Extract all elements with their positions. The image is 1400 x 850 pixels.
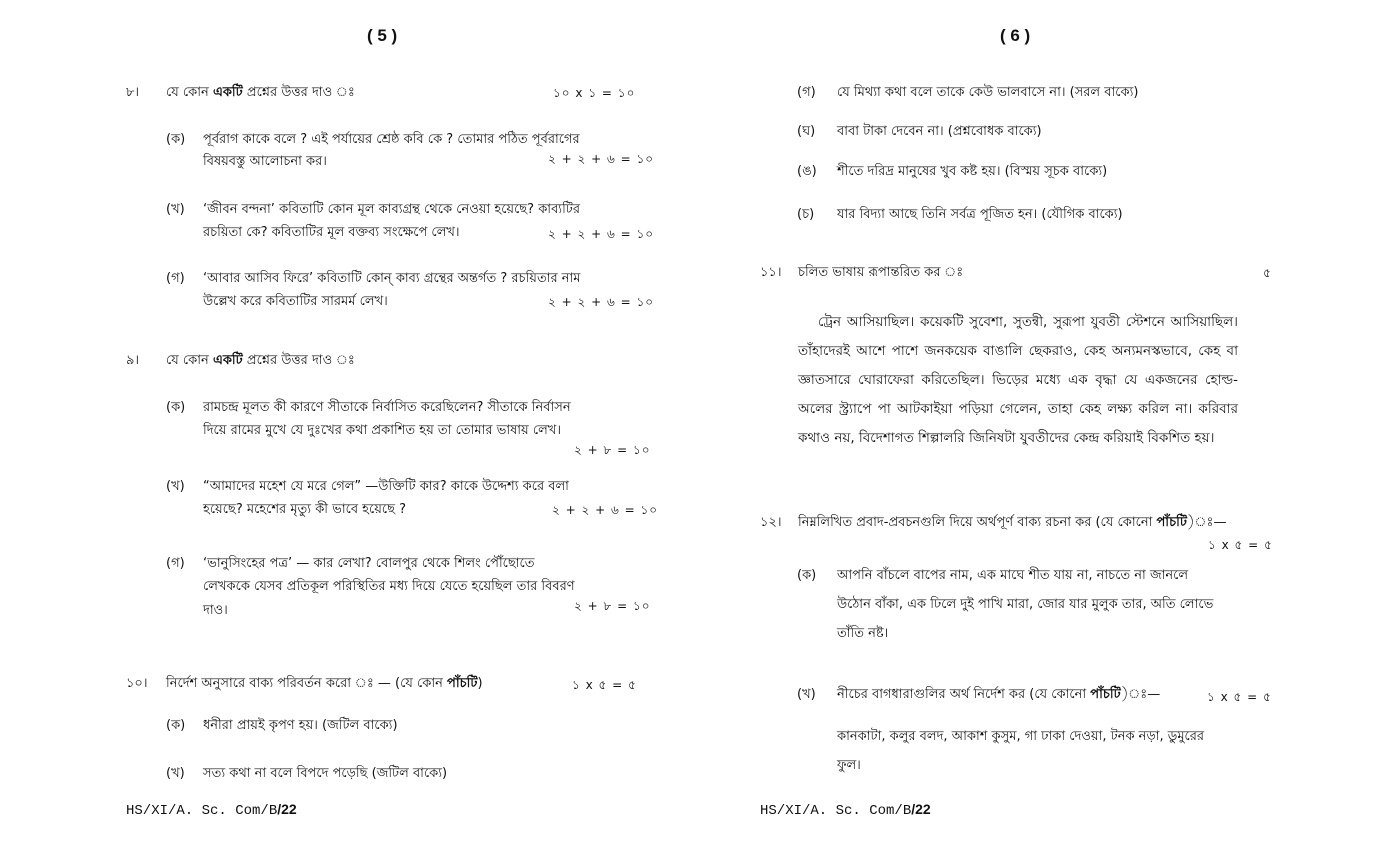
- sub-text: ‘ভানুসিংহের পত্র’ — কার লেখা? বোলপুর থেকে শিলং পৌঁছোতে: [203, 556, 535, 571]
- sub-text: ‘জীবন বন্দনা’ কবিতাটি কোন মূল কাব্যগ্রন্থ থেকে নেওয়া হয়েছে? কাব্যটির: [203, 202, 581, 217]
- sub-text: পূর্বরাগ কাকে বলে ? এই পর্যায়ের শ্রেষ্ঠ কবি কে ? তোমার পঠিত পূর্বরাগের: [203, 132, 580, 147]
- sub-label: (চ): [797, 207, 815, 222]
- page-6: [700, 0, 1400, 850]
- question-marks: ১ x ৫ = ৫: [1208, 538, 1273, 552]
- sub-text: নীচের বাগধারাগুলির অর্থ নির্দেশ কর (যে কোনো পাঁচটি)ঃ—: [837, 687, 1161, 702]
- sub-text: যে মিথ্যা কথা বলে তাকে কেউ ভালবাসে না। (সরল বাক্যে): [837, 85, 1139, 100]
- sub-label: (ক): [166, 718, 186, 733]
- question-text: চলিত ভাষায় রূপান্তরিত কর ঃ: [798, 265, 964, 280]
- sub-marks: ২ + ২ + ৬ = ১০: [548, 295, 655, 309]
- sub-label: (খ): [797, 687, 816, 702]
- sub-label: (ক): [166, 132, 186, 147]
- question-text: যে কোন একটি প্রশ্নের উত্তর দাও ঃ: [166, 85, 355, 100]
- sub-marks: ২ + ৮ = ১০: [574, 443, 651, 457]
- sub-label: (গ): [166, 271, 185, 286]
- sub-text: ফুল।: [837, 758, 861, 773]
- sub-text: যার বিদ্যা আছে তিনি সর্বত্র পূজিত হন। (যৌগিক বাক্যে): [837, 207, 1123, 222]
- sub-text: শীতে দরিদ্র মানুষের খুব কষ্ট হয়। (বিস্ময় সূচক বাক্যে): [837, 164, 1108, 179]
- footer-code: HS/XI/A. Sc. Com/B/22: [760, 801, 931, 819]
- sub-text: রচয়িতা কে? কবিতাটির মূল বক্তব্য সংক্ষেপে লেখ।: [203, 225, 460, 240]
- passage-paragraph: ট্রেন আসিয়াছিল। কয়েকটি সুবেশা, সুতন্বী, সুরূপা যুবতী স্টেশনে আসিয়াছিল। তাঁহাদেরই আশে পাশে জনকয়েক বাঙালি ছেকরাও, কেহ অন্যমনস্কভাবে, কেহ বা জ্ঞাতসারে ঘোরাফেরা করিতেছিল। ভিড়ের মধ্যে এক বৃদ্ধা যে একজনের হোল্ড-অলের স্ট্র্যাপে পা আটকাইয়া পড়িয়া গেলেন, তাহা কেহ লক্ষ্য করিল না। করিবার কথাও নয়, বিদেশাগত শিল্পালরি জিনিষটা যুবতীদের কেন্দ্র করিয়াই বিকশিত হয়।: [798, 314, 1238, 446]
- sub-marks: ১ x ৫ = ৫: [1207, 690, 1272, 704]
- sub-text: আপনি বাঁচলে বাপের নাম, এক মাঘে শীত যায় না, নাচতে না জানলে: [837, 568, 1189, 583]
- question-number: ৮।: [126, 85, 140, 100]
- sub-text: কানকাটা, কলুর বলদ, আকাশ কুসুম, গা ঢাকা দেওয়া, টনক নড়া, ডুমুরের: [837, 729, 1205, 744]
- sub-text: ধনীরা প্রায়ই কৃপণ হয়। (জটিল বাক্যে): [203, 718, 398, 733]
- sub-text: রামচন্দ্র মূলত কী কারণে সীতাকে নির্বাসিত করেছিলেন? সীতাকে নির্বাসন: [203, 400, 571, 415]
- question-number: ১১।: [760, 265, 782, 280]
- sub-label: (খ): [166, 479, 185, 494]
- question-text: নিম্নলিখিত প্রবাদ-প্রবচনগুলি দিয়ে অর্থপূর্ণ বাক্য রচনা কর (যে কোনো পাঁচটি)ঃ—: [798, 515, 1227, 530]
- sub-text: “আমাদের মহেশ যে মরে গেল” —উক্তিটি কার? কাকে উদ্দেশ্য করে বলা: [203, 479, 569, 494]
- sub-text: বিষয়বস্তু আলোচনা কর।: [203, 154, 327, 169]
- sub-label: (খ): [166, 766, 185, 781]
- sub-marks: ২ + ২ + ৬ = ১০: [548, 227, 655, 241]
- page-number: ( 6 ): [1000, 26, 1031, 45]
- sub-text: সত্য কথা না বলে বিপদে পড়েছি (জটিল বাক্যে): [203, 766, 448, 781]
- sub-text: উঠোন বাঁকা, এক ঢিলে দুই পাখি মারা, জোর যার মুলুক তার, অতি লোভে: [837, 597, 1214, 612]
- sub-text: ‘আবার আসিব ফিরে’ কবিতাটি কোন্ কাব্য গ্রন্থের অন্তর্গত ? রচয়িতার নাম: [203, 271, 581, 286]
- sub-marks: ২ + ২ + ৬ = ১০: [552, 503, 659, 517]
- footer-code: HS/XI/A. Sc. Com/B/22: [126, 801, 297, 819]
- sub-marks: ২ + ৮ = ১০: [574, 599, 651, 613]
- sub-marks: ২ + ২ + ৬ = ১০: [548, 152, 655, 166]
- question-marks: ৫: [1263, 266, 1272, 280]
- sub-text: লেখককে যেসব প্রতিকূল পরিস্থিতির মধ্য দিয়ে যেতে হয়েছিল তার বিবরণ: [203, 579, 575, 594]
- sub-text: বাবা টাকা দেবেন না। (প্রশ্নবোধক বাক্যে): [837, 124, 1042, 139]
- question-marks: ১০ x ১ = ১০: [553, 86, 636, 100]
- sub-text: দিয়ে রামের মুখে যে দুঃখের কথা প্রকাশিত হয় তা তোমার ভাষায় লেখ।: [203, 423, 561, 438]
- sub-label: (গ): [166, 556, 185, 571]
- question-number: ৯।: [126, 353, 140, 368]
- sub-label: (ঘ): [797, 124, 816, 139]
- sub-label: (খ): [166, 202, 185, 217]
- question-text: যে কোন একটি প্রশ্নের উত্তর দাও ঃ: [166, 353, 355, 368]
- sub-label: (গ): [797, 85, 816, 100]
- sub-text: দাও।: [203, 603, 228, 618]
- question-number: ১২।: [760, 515, 782, 530]
- sub-label: (ক): [797, 568, 817, 583]
- sub-label: (ক): [166, 400, 186, 415]
- page-number: ( 5 ): [367, 26, 398, 45]
- question-marks: ১ x ৫ = ৫: [572, 678, 637, 692]
- question-number: ১০।: [126, 676, 148, 691]
- sub-text: হয়েছে? মহেশের মৃত্যু কী ভাবে হয়েছে ?: [203, 502, 407, 517]
- sub-label: (ঙ): [797, 164, 817, 179]
- sub-text: তাঁতি নষ্ট।: [837, 626, 889, 641]
- sub-text: উল্লেখ করে কবিতাটির সারমর্ম লেখ।: [203, 294, 388, 309]
- question-text: নির্দেশ অনুসারে বাক্য পরিবর্তন করো ঃ — (যে কোন পাঁচটি): [166, 676, 483, 691]
